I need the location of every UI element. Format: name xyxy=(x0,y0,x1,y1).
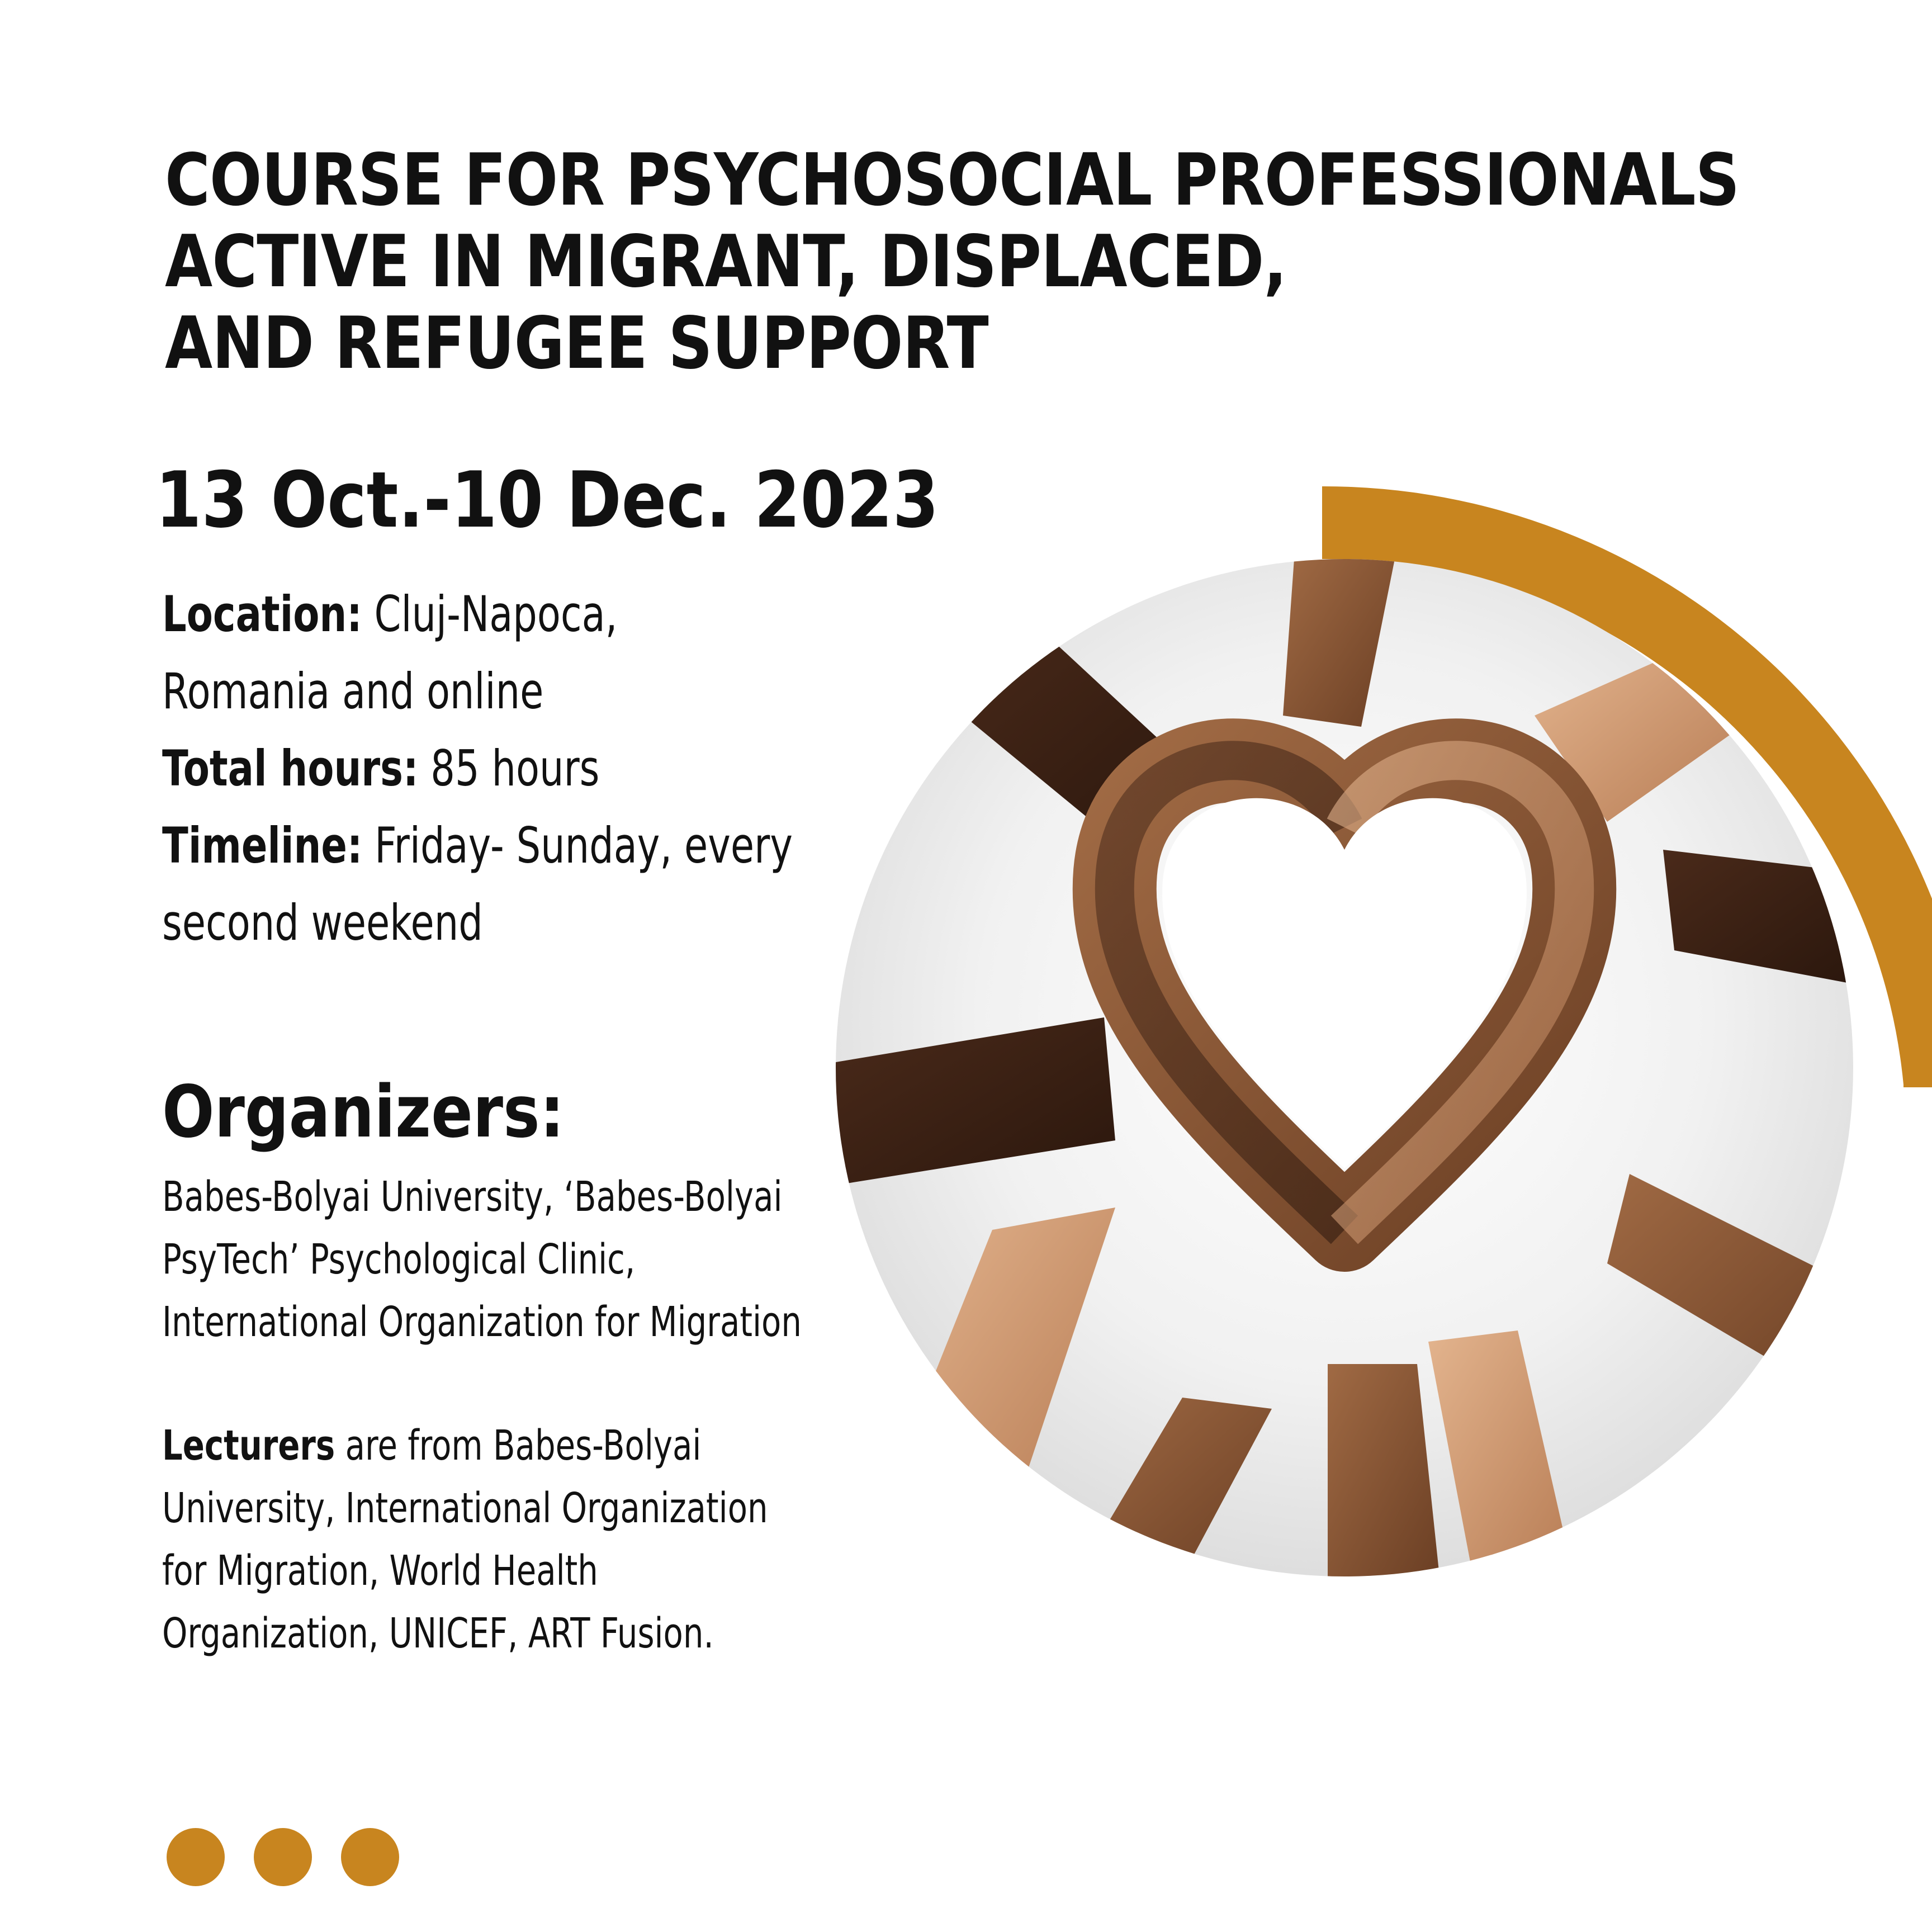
total-hours-value: 85 hours xyxy=(430,740,600,797)
timeline-value-2: second weekend xyxy=(162,894,483,951)
timeline-label: Timeline: xyxy=(162,817,363,874)
course-dates: 13 Oct.-10 Dec. 2023 xyxy=(155,455,939,545)
title-line-1: COURSE FOR PSYCHOSOCIAL PROFESSIONALS xyxy=(165,139,1740,222)
dot-3 xyxy=(341,1828,399,1886)
lecturers-label: Lecturers xyxy=(162,1422,335,1470)
title-line-3: AND REFUGEE SUPPORT xyxy=(165,302,988,385)
location-label: Location: xyxy=(162,585,362,643)
decorative-dots xyxy=(167,1828,399,1886)
organizers-line-1: Babes-Bolyai University, ‘Babes-Bolyai xyxy=(162,1173,783,1221)
location-value-2: Romania and online xyxy=(162,662,544,720)
organizers-heading: Organizers: xyxy=(162,1071,565,1154)
lecturers-line-2: University, International Organization xyxy=(162,1484,768,1532)
total-hours-label: Total hours: xyxy=(162,740,419,797)
total-hours-line xyxy=(162,730,676,807)
location-line xyxy=(162,576,676,653)
location-value-1: Cluj-Napoca, xyxy=(374,585,618,643)
dot-2 xyxy=(254,1828,312,1886)
timeline-line xyxy=(162,807,793,884)
organizers-line-2: PsyTech’ Psychological Clinic, xyxy=(162,1235,636,1284)
lecturers-line-3: for Migration, World Health xyxy=(162,1547,598,1595)
lecturers-line-1-rest: are from Babes-Bolyai xyxy=(345,1422,702,1470)
heart-hands-image xyxy=(836,559,1853,1576)
lecturers-line-4: Organization, UNICEF, ART Fusion. xyxy=(162,1609,714,1658)
organizers-list xyxy=(162,1166,822,1353)
title-line-2: ACTIVE IN MIGRANT, DISPLACED, xyxy=(165,220,1287,304)
lecturers-block xyxy=(162,1414,822,1665)
timeline-value-1: Friday- Sunday, every xyxy=(375,817,793,874)
lecturers-line-1 xyxy=(162,1414,702,1477)
page-title xyxy=(165,140,1786,385)
course-info xyxy=(162,576,822,962)
organizers-line-3: International Organization for Migration xyxy=(162,1298,802,1346)
dot-1 xyxy=(167,1828,225,1886)
